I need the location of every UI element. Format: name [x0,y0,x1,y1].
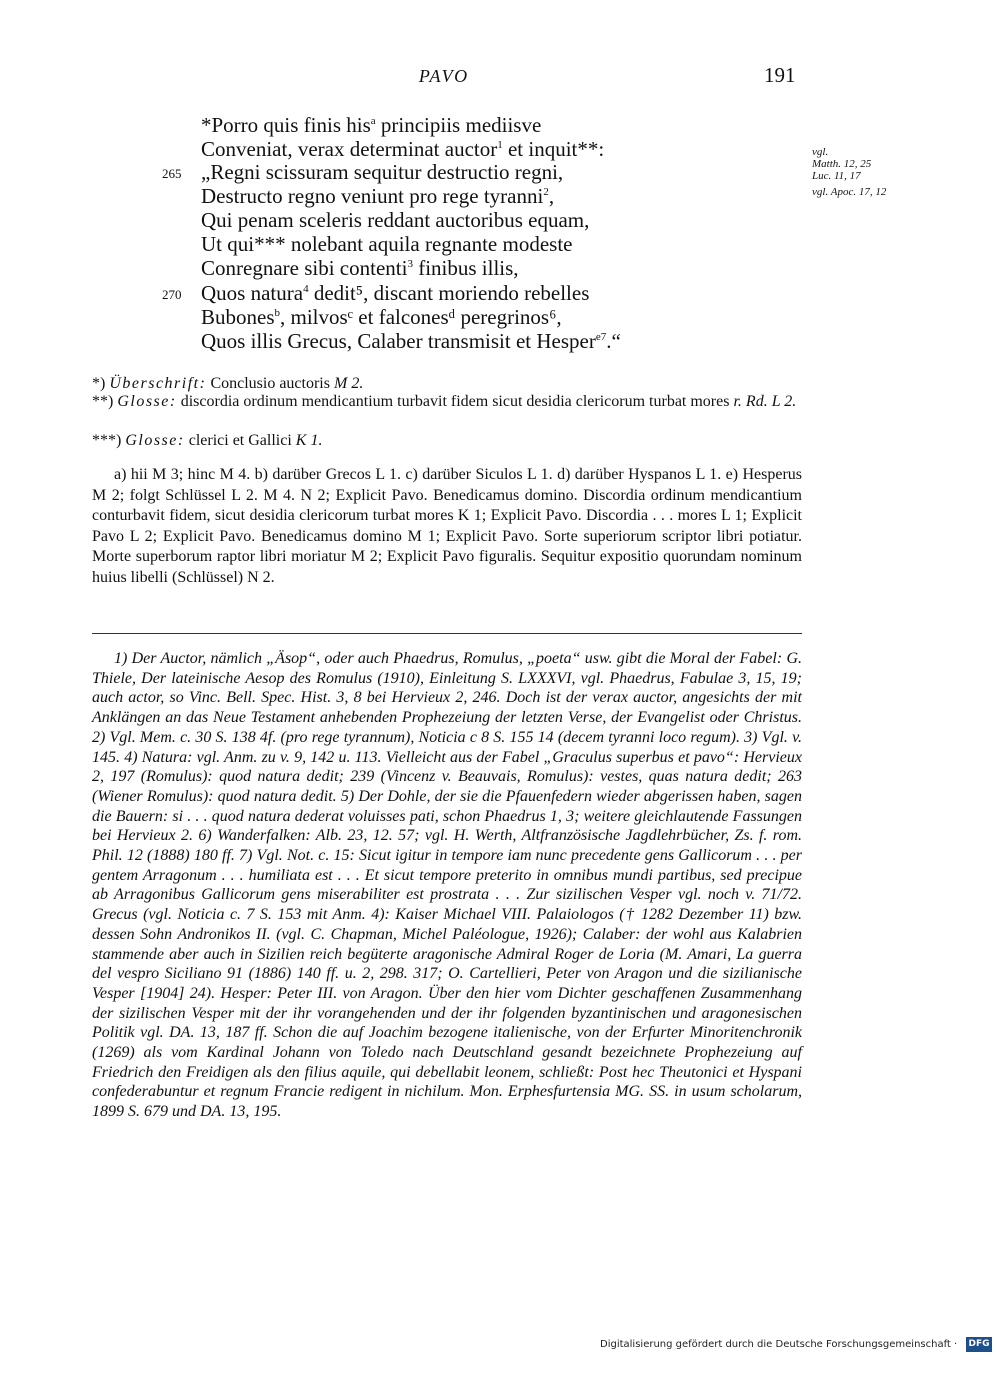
gloss-note: *) Überschrift: Conclusio auctoris M 2. [92,375,364,392]
verse-line: Conregnare sibi contenti$^3$ finibus illis, [201,256,519,280]
gloss-note: ***) Glosse: clerici et Gallici K 1. [92,432,323,449]
marginal-ref: Matth. 12, 25 [812,158,872,170]
gloss-note: **) Glosse: discordia ordinum mendicantium turbavit fidem sicut desidia clericorum turbat mores r. Rd. L 2. [92,393,797,410]
commentary-notes: 1) Der Auctor, nämlich „Äsop“, oder auch Phaedrus, Romulus, „poeta“ usw. gibt die Moral der Fabel: G. Thiele, Der lateinische Aesop des Romulus (1910), Einleitung S. LXXXVI, vgl. Phaedrus, Fabulae 3, 15, 19; auch actor, so Vinc. Bell. Spec. Hist. 3, 8 bei Hervieux 2, 246. Doch ist der verax auctor, angesichts der mit Anklängen an das Neue Testament anhebenden Prophezeiung der letzten Verse, der Evangelist oder Christus. 2) Vgl. Mem. c. 30 S. 138 4f. (pro rege tyrannum), Noticia c 8 S. 155 14 (decem tyranni loco regum). 3) Vgl. v. 145. 4) Natura: vgl. Anm. zu v. 9, 142 u. 113. Vielleicht aus der Fabel „Graculus superbus et pavo“: Hervieux 2, 197 (Romulus): quod natura dedit; 239 (Vincenz v. Beauvais, Romulus): vestes, quas natura dedit; 263 (Wiener Romulus): quod natura dedit. 5) Der Dohle, der sie die Pfauenfedern wieder abgerissen haben, sagen die Bauern: si . . . quod natura dederat voluisses pati, schon Phaedrus 1, 3; weitere gleichlautende Fassungen bei Hervieux 2. 6) Wanderfalken: Alb. 23, 12. 57; vgl. H. Werth, Altfranzösische Jagdlehrbücher, Zs. f. rom. Phil. 12 (1888) 180 ff. 7) Vgl. Not. c. 15: Sicut igitur in tempore iam nunc precedente gens Gallicorum . . . per gentem Arragonum . . . humiliata est . . . Et sicut tempore preterito in omnibus mundi partibus, sed precipue ab Arragonibus Gallicorum gens miserabiliter est prostrata . . . Zur sizilischen Vesper vgl. noch v. 71/72. Grecus (vgl. Noticia c. 7 S. 153 mit Anm. 4): Kaiser Michael VIII. Palaiologos († 1282 Dezember 11) bzw. dessen Sohn Andronikos II. (vgl. C. Chapman, Michel Paléologue, 1926); Calaber: der wohl aus Kalabrien stammende aber auch in Sizilien reich begüterte aragonische Admiral Roger de Loria (M. Amari, La guerra del vespro Siciliano 91 (1886) 140 ff. u. 2, 298. 317; O. Cartellieri, Peter von Aragon und die sizilianische Vesper [1904] 24). Hesper: Peter III. von Aragon. Über den hier vom Dichter geschaffenen Zusammenhang der sizilischen Vesper mit der ihr vorangehenden und der ihr folgenden byzantinischen und aragonesischen Politik vgl. DA. 13, 187 ff. Schon die auf Joachim bezogene italienische, von der Erfurter Minoritenchronik (1269) als vom Kardinal Johann von Toledo nach Deutschland gesandt bezeichnete Prophezeiung auf Friedrich den Freidigen als den filius aquile, qui debellabit leonem, schließt: Post hec Theutonici et Hyspani confederabuntur et regnum Francie redigent in nichilum. Mon. Erphesfurtensia MG. SS. in usum scholarum, 1899 S. 679 und DA. 13, 195. [92,650,802,1121]
marginal-ref: vgl. Apoc. 17, 12 [812,186,887,198]
line-number: 270 [162,287,182,302]
line-number: 265 [162,166,182,181]
marginal-references [812,146,932,198]
verse-line: Destructo regno veniunt pro rege tyranni$^2$, [201,184,555,208]
marginal-ref: Luc. 11, 17 [812,170,861,182]
running-title: PAVO [418,66,470,86]
funding-note: Digitalisierung gefördert durch die Deutsche Forschungsgemeinschaft · [600,1339,958,1350]
verse-line: „Regni scissuram sequitur destructio regni, [201,160,564,184]
dfg-logo: DFG [966,1337,992,1352]
page-number: 191 [764,63,796,87]
verse-line: Bubones$^b$, milvosᶜ et falconesᵈ peregrinos⁶, [201,305,562,329]
critical-apparatus: a) hii M 3; hinc M 4. b) darüber Grecos L 1. c) darüber Siculos L 1. d) darüber Hyspanos L 1. e) Hesperus M 2; folgt Schlüssel L 2. M 4. N 2; Explicit Pavo. Benedicamus domino. Discordia ordinum mendicantium conturbavit fidem, sicut desidia clericorum turbat mores K 1; Explicit Pavo. Discordia . . . mores L 1; Explicit Pavo L 2; Explicit Pavo. Benedicamus domino M 1; Explicit Pavo. Sorte superiorum scriptor libri potiatur. Morte superborum raptor libri moriatur M 2; Explicit Pavo figuralis. Sequitur expositio quorundam nominum huius libelli (Schlüssel) N 2. [92,466,802,586]
verse-line: Quos natura$^4$ dedit⁵, discant moriendo rebelles [201,281,590,305]
verse-line: Quos illis Grecus, Calaber transmisit et Hesper$^{e7}$.“ [201,329,621,353]
verse-line: Ut qui*** nolebant aquila regnante modeste [201,232,573,256]
verse-line: *Porro quis finis his$^a$ principiis mediisve [201,113,542,137]
marginal-ref: vgl. [812,146,829,158]
verse-line: Qui penam sceleris reddant auctoribus equam, [201,208,590,232]
footnote-divider [92,633,802,634]
verse-line: Conveniat, verax determinat auctor$^1$ et inquit**: [201,137,605,161]
